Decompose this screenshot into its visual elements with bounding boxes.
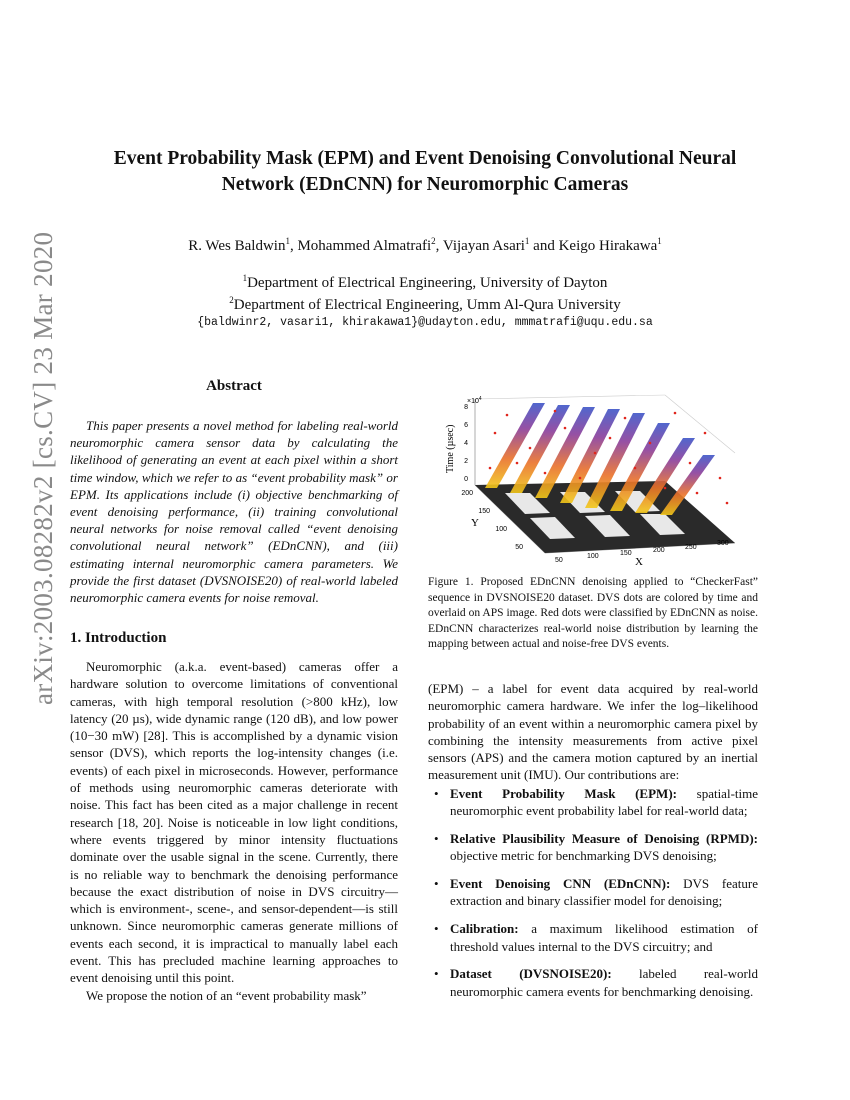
z-axis-label: Time (µsec) [445, 424, 456, 473]
x-tick: 250 [685, 544, 697, 551]
affiliation-2 [60, 294, 790, 316]
intro-paragraph-2: We propose the notion of an “event probability mask” [86, 987, 367, 1003]
author-list [60, 238, 790, 255]
list-item [428, 965, 758, 1000]
arxiv-side-label: arXiv:2003.08282v2 [cs.CV] 23 Mar 2020 [28, 231, 58, 705]
author-sep: , [289, 238, 298, 254]
list-item [428, 785, 758, 820]
author-name: R. Wes Baldwin [188, 238, 286, 254]
back-edge-line [665, 395, 735, 453]
x-tick: 200 [653, 547, 665, 554]
author-sup: 1 [285, 236, 290, 246]
x-tick: 300 [717, 540, 729, 547]
y-tick: 50 [515, 544, 523, 551]
contribution-text: a maximum likelihood estimation of threshold values internal to the DVS circuitry; and [450, 921, 758, 954]
author-sup: 2 [431, 236, 436, 246]
author-sep: , [435, 238, 443, 254]
z-exponent: $\times 10^4$ [467, 396, 482, 405]
affiliation-sup: 1 [242, 273, 248, 283]
x-axis-label: X [635, 556, 643, 565]
y-tick: 200 [461, 490, 473, 497]
contribution-title: Event Probability Mask (EPM): [450, 786, 677, 801]
y-tick: 100 [495, 526, 507, 533]
paper-title [60, 146, 790, 198]
z-tick: 0 [464, 476, 468, 483]
contribution-text: labeled real-world neuromorphic camera events for benchmarking denoising. [450, 966, 758, 999]
section-heading: 1. Introduction [70, 630, 167, 646]
author-emails: {baldwinr2, vasari1, khirakawa1}@udayton.edu, mmmatrafi@uqu.edu.sa [197, 316, 653, 329]
intro-paragraph-1: Neuromorphic (a.k.a. event-based) cameras offer a hardware solution to overcome limitations of conventional cameras, with high temporal resolution (>800 kHz), low latency (20 µs), wide dynamic range (120 dB), and low power (10−30 mW) [28]. This is accomplished by a dynamic vision sensor (DVS), which reports the log-intensity changes (i.e. events) of each pixel in microseconds. However, performance of methods using neuromorphic cameras deteriorate with noise. This fact has been cited as a major challenge in recent research [18, 20]. Noise is noticeable in low light conditions, where events triggered by minor intensity fluctuations dominate over the usable signal in the scene. Currently, there is no reliable way to benchmark the denoising performance because the exact distribution of noise in DVS circuitry—which is environment-, scene-, and sensor-dependent—is still unknown. Since neuromorphic cameras generate millions of events each second, it is impractical to manually label each event. This has precluded machine learning approaches to event denoising until this point. [70, 659, 398, 986]
figure-1-caption: Figure 1. Proposed EDnCNN denoising applied to “CheckerFast” sequence in DVSNOISE20 dataset. DVS dots are colored by time and overlaid on APS image. Red dots were classified by EDnCNN as noise. EDnCNN characterizes real-world noise distribution by learning the mapping between actual and noise-free DVS events. [428, 576, 758, 650]
x-tick: 100 [587, 553, 599, 560]
intro-column-left [70, 658, 398, 1004]
title-line-1: Event Probability Mask (EPM) and Event Denoising Convolutional Neural [113, 148, 737, 169]
affiliation-1 [60, 272, 790, 294]
contribution-text: spatial-time neuromorphic event probability label for real-world data; [450, 786, 759, 819]
z-tick: 2 [464, 458, 468, 465]
x-tick: 50 [555, 557, 563, 564]
contribution-text: objective metric for benchmarking DVS denoising; [450, 848, 717, 864]
title-line-2: Network (EDnCNN) for Neuromorphic Cameras [221, 174, 629, 195]
abstract-text: This paper presents a novel method for labeling real-world neuromorphic camera sensor data by calculating the likelihood of generating an event at each pixel within a short time window, which we refer to as “event probability mask” or EPM. Its applications include (i) objective benchmarking of event denoising performance, (ii) training convolutional neural networks for noise removal called “event denoising convolutional neural network” (EDnCNN), and (iii) estimating internal neuromorphic camera parameters. We provide the first dataset (DVSNOISE20) of real-world labeled neuromorphic camera events for noise removal. [70, 418, 398, 606]
bullet-icon: • [434, 966, 439, 982]
figure-1-3d-plot [435, 393, 765, 565]
author-sup: 1 [657, 236, 662, 246]
contribution-title: Dataset (DVSNOISE20): [450, 966, 612, 982]
author-name: Keigo Hirakawa [558, 238, 658, 254]
list-item [428, 920, 758, 955]
bullet-icon: • [434, 831, 439, 847]
bullet-icon: • [434, 921, 439, 937]
bullet-icon: • [434, 876, 439, 892]
y-tick: 150 [478, 508, 490, 515]
y-axis-label: Y [471, 517, 479, 529]
author-name: Vijayan Asari [442, 238, 525, 254]
z-tick: 4 [464, 440, 468, 447]
contribution-title: Relative Plausibility Measure of Denoising (RPMD): [450, 831, 758, 847]
affiliation-sup: 2 [229, 295, 234, 305]
bullet-icon: • [434, 786, 439, 801]
list-item [428, 830, 758, 865]
z-tick: 8 [464, 404, 468, 411]
contributions-list [428, 785, 758, 1010]
contribution-title: Calibration: [450, 921, 519, 937]
contribution-title: Event Denoising CNN (EDnCNN): [450, 876, 671, 892]
affiliation-text: Department of Electrical Engineering, Umm Al-Qura University [233, 297, 621, 313]
back-edge-line [475, 395, 665, 399]
author-sep: and [529, 238, 559, 254]
x-tick: 150 [620, 550, 632, 557]
intro-column-right: (EPM) – a label for event data acquired by real-world neuromorphic camera hardware. We infer the log–likelihood probability of an event within a neuromorphic camera pixel by combining the intensity measurements from active pixel sensors (APS) and the camera motion captured by an inertial measurement unit (IMU). Our contributions are: [428, 681, 758, 783]
abstract-heading: Abstract [206, 378, 262, 394]
z-tick: 6 [464, 422, 468, 429]
affiliations [60, 272, 790, 316]
contribution-text: DVS feature extraction and binary classifier model for denoising; [450, 876, 758, 909]
author-sup: 1 [524, 236, 530, 246]
list-item [428, 875, 758, 910]
affiliation-text: Department of Electrical Engineering, University of Dayton [247, 275, 608, 291]
author-name: Mohammed Almatrafi [297, 238, 432, 254]
